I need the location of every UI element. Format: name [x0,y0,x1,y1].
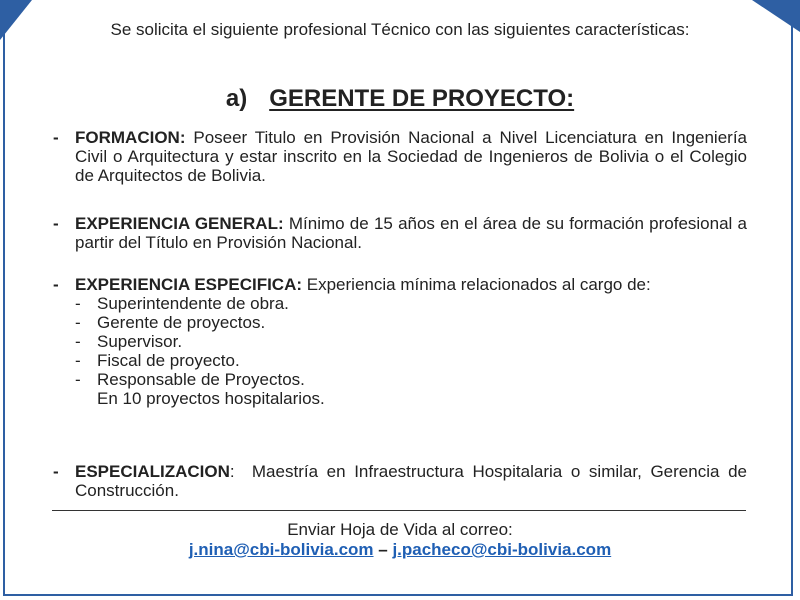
section-text: Mínimo de 15 años en el área de su formación profesional a partir del Título en Provisión Nacional. [75,214,747,252]
intro-text: Se solicita el siguiente profesional Técnico con las siguientes características: [110,20,690,39]
position-letter: a) [225,85,248,112]
section-label: EXPERIENCIA ESPECIFICA: [75,275,303,294]
bullet-marker: - [53,275,59,294]
divider [52,510,746,511]
section-text: : Maestría en Infraestructura Hospitalaria o similar, Gerencia de Construcción. [75,462,752,500]
section-text: Poseer Titulo en Provisión Nacional a Nivel Licenciatura en Ingeniería Civil o Arquitectura y estar inscrito en la Sociedad de Ingenieros de Bolivia o el Colegio de Arquitectos de Bolivia. [75,128,748,185]
email-links [0,540,800,560]
section-label: EXPERIENCIA GENERAL: [75,214,284,233]
email-link-pacheco[interactable]: j.pacheco@cbi-bolivia.com [392,540,612,559]
email-separator: – [373,540,393,559]
position-heading [0,84,800,114]
email-link-nina[interactable]: j.nina@cbi-bolivia.com [188,540,374,559]
bullet-marker: - [53,462,59,481]
experience-note: En 10 proyectos hospitalarios. [97,389,325,408]
list-item: - Superintendente de obra. [75,294,289,313]
bullet-marker: - [53,214,59,233]
section-especializacion [53,462,752,500]
footer [0,520,800,560]
section-experiencia-especifica [53,275,747,408]
list-item: - Supervisor. [75,332,183,351]
experience-list [75,294,747,389]
list-item: - Gerente de proyectos. [75,313,266,332]
section-formacion [53,128,748,185]
section-text: Experiencia mínima relacionados al cargo de: [306,275,651,294]
section-label: ESPECIALIZACION [75,462,230,481]
list-item: - Responsable de Proyectos. [75,370,305,389]
footer-instruction: Enviar Hoja de Vida al correo: [287,520,513,539]
section-experiencia-general [53,214,747,252]
position-title: GERENTE DE PROYECTO: [269,85,575,112]
section-label: FORMACION: [75,128,186,147]
bullet-marker: - [53,128,59,147]
list-item: - Fiscal de proyecto. [75,351,240,370]
